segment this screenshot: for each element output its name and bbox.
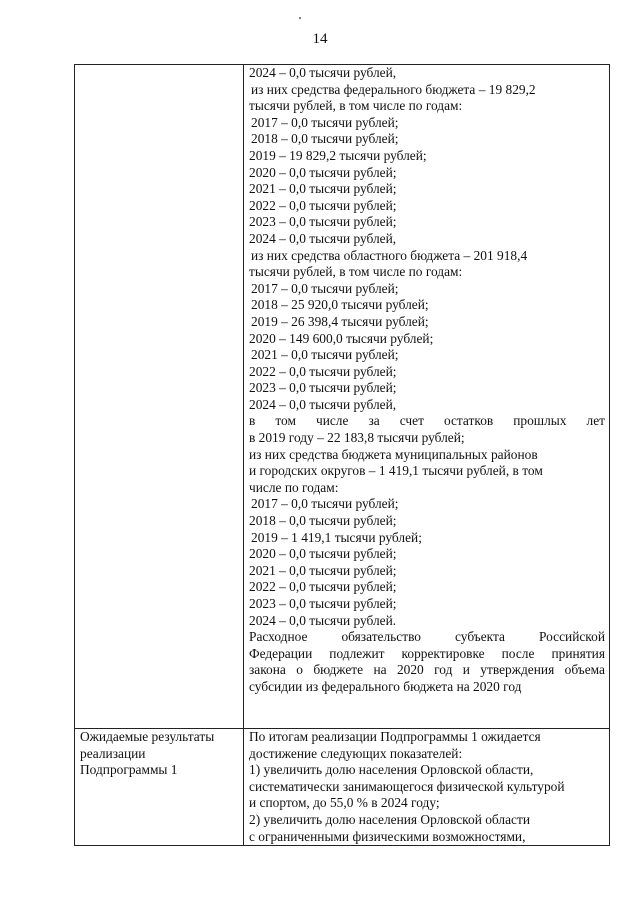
scan-speck bbox=[299, 17, 301, 19]
text-line: из них средства бюджета муниципальных районов bbox=[249, 446, 538, 462]
text-line: тысячи рублей, в том числе по годам: bbox=[249, 98, 463, 114]
text-line: достижение следующих показателей: bbox=[249, 745, 463, 761]
text-line: 2024 – 0,0 тысячи рублей, bbox=[249, 396, 397, 412]
text-line: Расходное обязательство субъекта Российской bbox=[249, 629, 605, 645]
text-line: 2023 – 0,0 тысячи рублей; bbox=[249, 214, 397, 230]
text-line: 1) увеличить долю населения Орловской области, bbox=[249, 762, 534, 778]
row-label-line: реализации bbox=[80, 745, 146, 761]
row1-lines bbox=[244, 65, 609, 696]
text-line: систематически занимающегося физической культурой bbox=[249, 778, 565, 794]
text-line: 2020 – 0,0 тысячи рублей; bbox=[249, 546, 397, 562]
text-line: числе по годам: bbox=[249, 479, 339, 495]
text-line: Федерации подлежит корректировке после принятия bbox=[249, 645, 605, 661]
row2-label-cell bbox=[75, 729, 244, 846]
text-line: закона о бюджете на 2020 год и утверждения объема bbox=[249, 662, 605, 678]
text-line: 2017 – 0,0 тысячи рублей; bbox=[251, 496, 399, 512]
text-line: 2023 – 0,0 тысячи рублей; bbox=[249, 380, 397, 396]
text-line: 2024 – 0,0 тысячи рублей. bbox=[249, 612, 397, 628]
text-line: 2021 – 0,0 тысячи рублей; bbox=[251, 347, 399, 363]
text-line: 2020 – 149 600,0 тысячи рублей; bbox=[249, 330, 434, 346]
text-line: 2018 – 0,0 тысячи рублей; bbox=[249, 513, 397, 529]
text-line: 2022 – 0,0 тысячи рублей; bbox=[249, 363, 397, 379]
text-line: в 2019 году – 22 183,8 тысячи рублей; bbox=[249, 430, 465, 446]
text-line: 2017 – 0,0 тысячи рублей; bbox=[251, 280, 399, 296]
row2-content-cell bbox=[244, 729, 610, 846]
row-label-line: Ожидаемые результаты bbox=[80, 729, 215, 744]
text-line: 2020 – 0,0 тысячи рублей; bbox=[249, 164, 397, 180]
text-line: 2024 – 0,0 тысячи рублей, bbox=[249, 230, 397, 246]
text-line: и городских округов – 1 419,1 тысячи рублей, в том bbox=[249, 463, 543, 479]
text-line: 2021 – 0,0 тысячи рублей; bbox=[249, 562, 397, 578]
text-line: 2019 – 26 398,4 тысячи рублей; bbox=[251, 313, 429, 329]
text-line: в том числе за счет остатков прошлых лет bbox=[249, 413, 605, 429]
text-line: из них средства областного бюджета – 201 918,4 bbox=[251, 247, 528, 263]
text-line: и спортом, до 55,0 % в 2024 году; bbox=[249, 795, 440, 811]
page-number: 14 bbox=[312, 31, 328, 47]
row1-label-cell bbox=[75, 65, 244, 729]
text-line: 2023 – 0,0 тысячи рублей; bbox=[249, 596, 397, 611]
text-line: из них средства федерального бюджета – 19 829,2 bbox=[251, 81, 536, 97]
text-line: 2024 – 0,0 тысячи рублей, bbox=[249, 65, 397, 80]
row2-label-lines bbox=[75, 729, 243, 779]
row2-lines bbox=[244, 729, 609, 845]
text-line: тысячи рублей, в том числе по годам: bbox=[249, 264, 463, 280]
row-label-line: Подпрограммы 1 bbox=[80, 762, 178, 778]
text-line: 2021 – 0,0 тысячи рублей; bbox=[249, 181, 397, 197]
program-table bbox=[74, 64, 610, 846]
text-line: 2018 – 25 920,0 тысячи рублей; bbox=[251, 297, 429, 313]
table-row-expected-results bbox=[75, 729, 610, 846]
text-line: 2019 – 19 829,2 тысячи рублей; bbox=[249, 147, 427, 163]
text-line: По итогам реализации Подпрограммы 1 ожидается bbox=[249, 729, 541, 744]
text-line: 2022 – 0,0 тысячи рублей; bbox=[249, 579, 397, 595]
text-line: 2017 – 0,0 тысячи рублей; bbox=[251, 114, 399, 130]
text-line: 2019 – 1 419,1 тысячи рублей; bbox=[251, 529, 422, 545]
text-line: 2018 – 0,0 тысячи рублей; bbox=[251, 131, 399, 147]
text-line: с ограниченными физическими возможностями, bbox=[249, 828, 526, 844]
table-row-financing bbox=[75, 65, 610, 729]
text-line: субсидии из федерального бюджета на 2020 год bbox=[249, 678, 522, 694]
text-line: 2022 – 0,0 тысячи рублей; bbox=[249, 197, 397, 213]
text-line: 2) увеличить долю населения Орловской области bbox=[249, 811, 530, 827]
row1-content-cell bbox=[244, 65, 610, 729]
